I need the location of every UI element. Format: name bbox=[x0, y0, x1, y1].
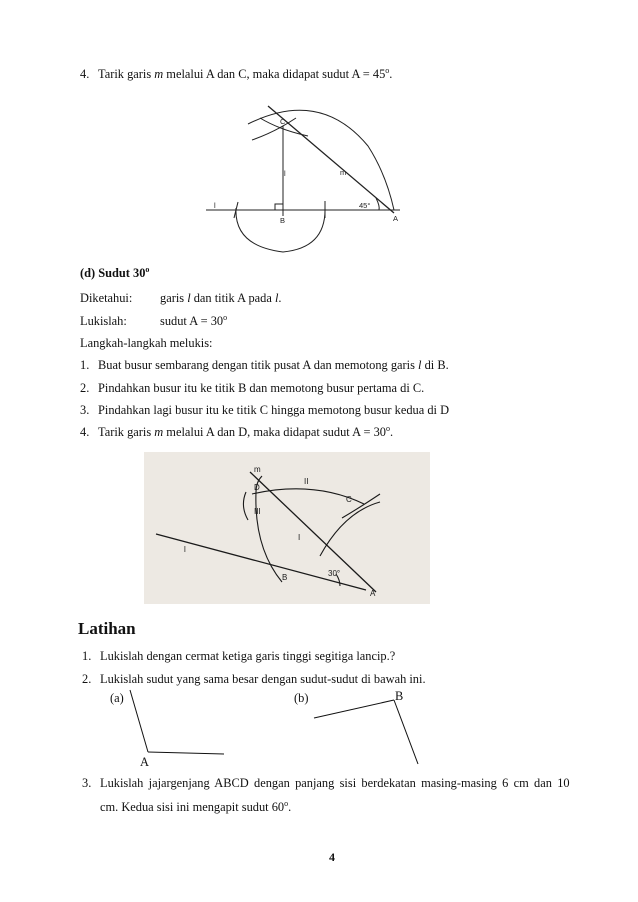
label-m: m bbox=[254, 465, 261, 474]
lukislah-value: sudut $A = 30^o$ bbox=[160, 313, 228, 328]
label-i: I bbox=[298, 533, 301, 542]
label-angle-45: 45° bbox=[359, 201, 371, 210]
step-number: 4. bbox=[80, 67, 90, 81]
label-l: l bbox=[184, 545, 186, 554]
label-m: m bbox=[340, 168, 347, 177]
exercise-3-line-1: Lukislah jajargenjang ABCD dengan panjang sisi berdekatan masing-masing 6 cm dan 10 bbox=[100, 776, 570, 790]
step-2-text: Pindahkan busur itu ke titik B dan memotong busur pertama di C. bbox=[98, 381, 425, 395]
label-d: D bbox=[254, 483, 260, 492]
diketahui-value: garis l dan titik A pada l. bbox=[160, 291, 282, 305]
exercise-1-text: Lukislah dengan cermat ketiga garis tinggi segitiga lancip.? bbox=[100, 649, 396, 663]
exercise-number: 2. bbox=[82, 672, 92, 686]
page-number: 4 bbox=[329, 850, 335, 864]
figure-b-label: (b) bbox=[294, 691, 309, 705]
step-3-text: Pindahkan lagi busur itu ke titik C hingga memotong busur kedua di D bbox=[98, 403, 450, 417]
step-number: 4. bbox=[80, 425, 90, 439]
langkah-heading: Langkah-langkah melukis: bbox=[80, 336, 213, 350]
label-l-horizontal: l bbox=[214, 201, 216, 210]
exercise-3-line-2: cm. Kedua sisi ini mengapit sudut 60$^o$. bbox=[100, 799, 292, 814]
lukislah-label: Lukislah: bbox=[80, 314, 127, 328]
angle-figures bbox=[120, 688, 440, 768]
step-1-text: Buat busur sembarang dengan titik pusat A dan memotong garis l di B. bbox=[98, 358, 449, 372]
step-4-text: Tarik garis m melalui A dan D, maka didapat sudut $A = 30^o$. bbox=[98, 424, 394, 439]
step-number: 1. bbox=[80, 358, 90, 372]
step-4-top-text: Tarik garis m melalui A dan C, maka didapat sudut $A = 45^o$. bbox=[98, 66, 393, 81]
step-number: 2. bbox=[80, 381, 90, 395]
diketahui-label: Diketahui: bbox=[80, 291, 133, 305]
figure-a-label: (a) bbox=[110, 691, 124, 705]
label-ii: II bbox=[304, 477, 309, 486]
label-a: A bbox=[393, 214, 399, 223]
construction-figure-30-degrees bbox=[144, 452, 430, 604]
label-b: B bbox=[280, 216, 286, 225]
label-l-vertical: l bbox=[284, 169, 286, 178]
exercise-number: 3. bbox=[82, 776, 92, 790]
exercise-number: 1. bbox=[82, 649, 92, 663]
latihan-heading: Latihan bbox=[78, 619, 136, 638]
section-title: (d) Sudut 30$^o$ bbox=[80, 265, 150, 280]
step-number: 3. bbox=[80, 403, 90, 417]
label-angle-30: 30° bbox=[328, 569, 341, 578]
label-a: A bbox=[370, 589, 376, 598]
label-iii: III bbox=[254, 507, 261, 516]
label-b: B bbox=[282, 573, 288, 582]
label-c: C bbox=[280, 117, 286, 126]
vertex-a-label: A bbox=[140, 755, 149, 769]
label-c: C bbox=[346, 495, 352, 504]
construction-figure-45-degrees bbox=[200, 96, 410, 256]
vertex-b-label: B bbox=[395, 689, 404, 703]
exercise-2-text: Lukislah sudut yang sama besar dengan sudut-sudut di bawah ini. bbox=[100, 672, 426, 686]
